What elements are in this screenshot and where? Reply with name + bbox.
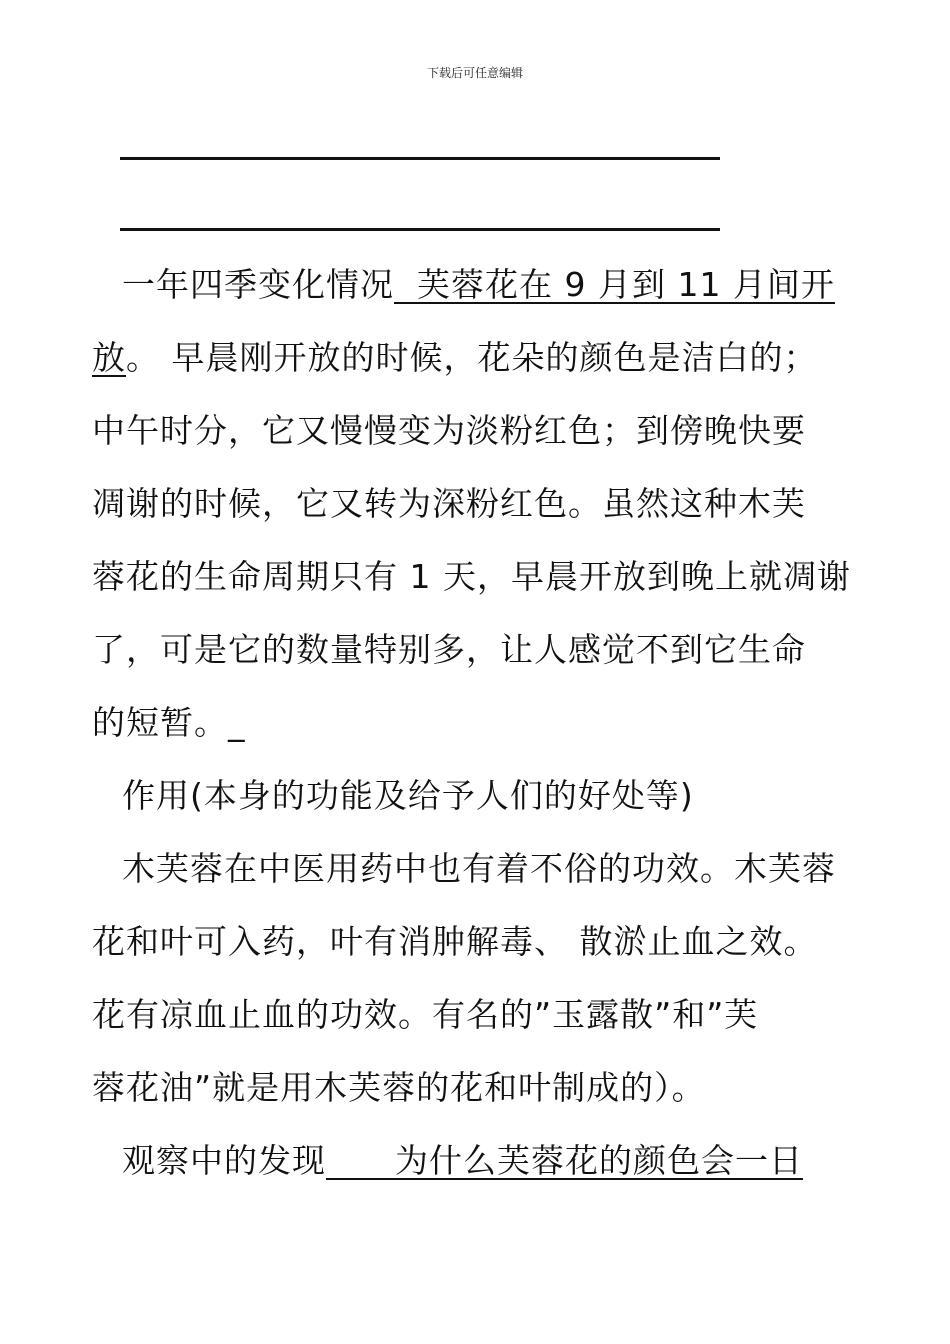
- field-label-seasonal-change: 一年四季变化情况: [122, 265, 394, 304]
- text-line: 中午时分，它又慢慢变为淡粉红色；到傍晚快要: [92, 411, 806, 450]
- text-run: 。 早晨刚开放的时候，花朵的颜色是洁白的；: [126, 338, 818, 377]
- text-line: 花和叶可入药，叶有消肿解毒、 散淤止血之效。: [92, 922, 818, 961]
- text-line: 凋谢的时候，它又转为深粉红色。虽然这种木芙: [92, 484, 806, 523]
- body-text: [92, 248, 872, 1197]
- text-line: 木芙蓉在中医用药中也有着不俗的功效。木芙蓉: [122, 849, 836, 888]
- filled-answer: 为什么芙蓉花的颜色会一日: [326, 1141, 803, 1180]
- filled-answer: 放: [92, 338, 126, 377]
- text-line: [92, 1124, 872, 1197]
- field-label-discovery: 观察中的发现: [122, 1141, 326, 1180]
- text-line: 蓉花的生命周期只有 1 天，早晨开放到晚上就凋谢: [92, 557, 851, 596]
- answer-blank-line-1: [120, 157, 720, 160]
- answer-blank-line-2: [120, 228, 720, 231]
- text-line: 花有凉血止血的功效。有名的”玉露散”和”芙: [92, 995, 759, 1034]
- text-line: 的短暂。_: [92, 703, 246, 742]
- page-header: 下载后可任意编辑: [426, 66, 523, 80]
- text-line: [92, 248, 872, 321]
- text-line: 了，可是它的数量特别多，让人感觉不到它生命: [92, 630, 806, 669]
- text-line: [92, 321, 872, 394]
- filled-answer: 芙蓉花在 9 月到 11 月间开: [394, 265, 835, 304]
- text-line: 蓉花油”就是用木芙蓉的花和叶制成的）。: [92, 1068, 706, 1107]
- section-heading-function: 作用(本身的功能及给予人们的好处等): [122, 776, 694, 815]
